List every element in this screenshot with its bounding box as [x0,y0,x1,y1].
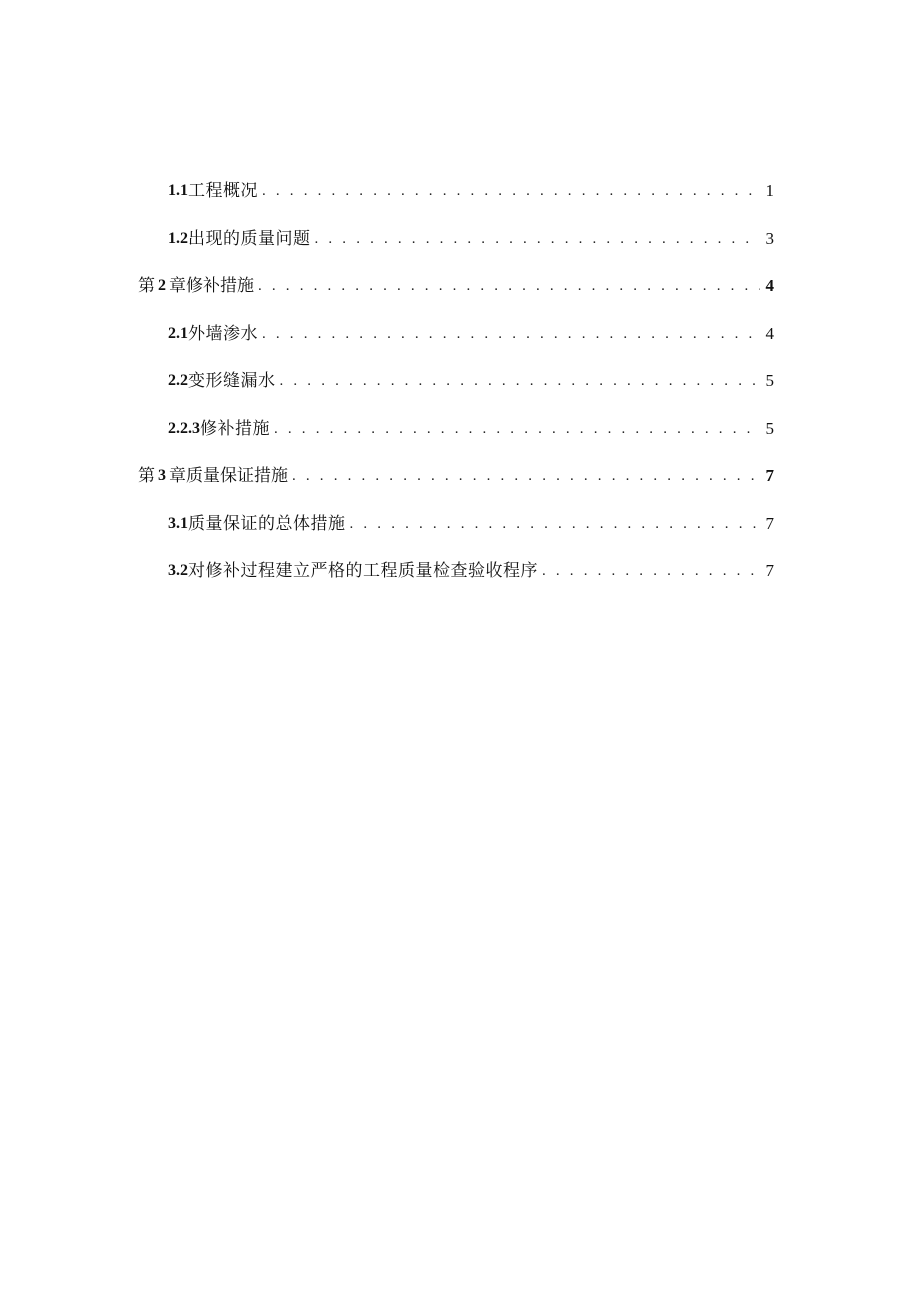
section-number: 2.2.3 [168,419,200,437]
page-number: 7 [765,466,774,485]
chapter-number: 3 [158,467,166,484]
section-title: 出现的质量问题 [188,228,311,248]
section-number: 1.1 [168,182,188,199]
toc-entry-1-2[interactable] [138,228,774,276]
chapter-title: 章修补措施 [169,276,254,295]
page-number: 7 [765,513,774,533]
section-number: 2.2 [168,372,188,389]
dot-leader [274,418,760,440]
page-number: 4 [765,323,774,343]
toc-entry-chapter-2[interactable] [138,275,774,323]
dot-leader [292,465,760,487]
section-title: 变形缝漏水 [188,371,276,390]
section-number: 2.1 [168,324,188,342]
section-title: 对修补过程建立严格的工程质量检查验收程序 [188,561,538,580]
dot-leader [542,560,760,582]
dot-leader [350,513,761,535]
dot-leader [280,370,761,392]
section-number: 3.2 [168,562,188,579]
section-title: 工程概况 [188,181,258,200]
page-number: 7 [765,561,774,580]
chapter-number: 2 [158,277,166,294]
section-title: 质量保证的总体措施 [188,513,346,533]
dot-leader [315,228,761,250]
toc-entry-2-1[interactable] [138,323,774,371]
page-number: 5 [765,418,774,438]
page-number: 1 [765,181,774,200]
chapter-title: 章质量保证措施 [169,466,288,485]
dot-leader [258,275,760,297]
toc-entry-2-2-3[interactable] [138,418,774,466]
section-title: 修补措施 [200,418,270,438]
dot-leader [262,180,760,202]
table-of-contents [138,180,774,608]
section-number: 1.2 [168,229,188,247]
toc-entry-2-2[interactable] [138,370,774,418]
toc-entry-chapter-3[interactable] [138,465,774,513]
toc-entry-3-2[interactable] [138,560,774,608]
page-number: 3 [765,228,774,248]
section-number: 3.1 [168,514,188,532]
page-number: 5 [765,371,774,390]
page-number: 4 [765,276,774,295]
toc-entry-3-1[interactable] [138,513,774,561]
section-title: 外墙渗水 [188,323,258,343]
dot-leader [262,323,760,345]
toc-entry-1-1[interactable] [138,180,774,228]
chapter-prefix: 第 [138,276,155,295]
chapter-prefix: 第 [138,466,155,485]
